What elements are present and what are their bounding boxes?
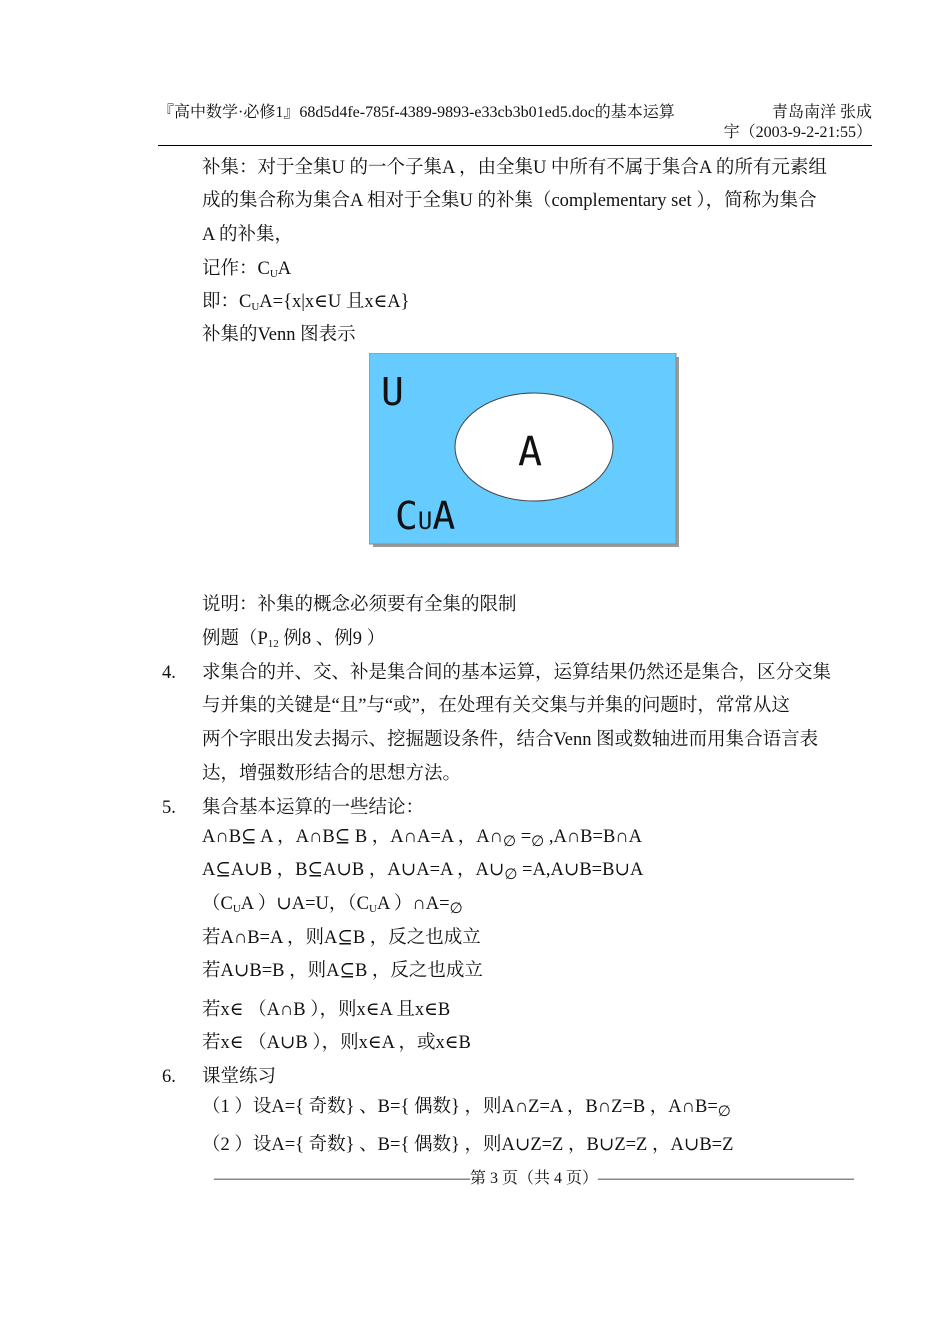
definition-line-2: 成的集合称为集合A 相对于全集U 的补集（complementary set ），简称为集合 [202, 191, 817, 211]
result-line-1 [202, 825, 642, 854]
practice-1-text: （1 ）设A={ 奇数} 、B={ 偶数} ，则A∩Z=A ，B∩Z=B ，A∩B= [202, 1097, 718, 1117]
formula-prefix: 即：C [202, 292, 252, 312]
empty-set-symbol: ∅ [717, 1104, 731, 1120]
result-1-b: = [516, 827, 532, 847]
note-line: 说明：补集的概念必须要有全集的限制 [202, 595, 517, 615]
definition-line-3: A 的补集， [202, 225, 293, 245]
item-6-title: 课堂练习 [202, 1067, 277, 1087]
venn-caption: 补集的Venn 图表示 [202, 325, 356, 345]
result-3-sub-2: U [369, 903, 377, 915]
item-4-line-2: 与并集的关键是“且”与“或”，在处理有关交集与并集的问题时，常常从这 [202, 696, 790, 716]
formula-suffix: A={x|x∈U 且x∈A} [259, 292, 410, 312]
result-3-sub-1: U [232, 903, 241, 915]
item-5-title: 集合基本运算的一些结论： [202, 798, 425, 818]
result-line-4: 若A∩B=A ，则A⊆B ，反之也成立 [202, 928, 481, 948]
example-suffix: 例8 、例9 ） [278, 629, 386, 649]
example-prefix: 例题（P [202, 629, 268, 649]
empty-set-symbol: ∅ [449, 901, 463, 917]
notation-subscript: U [269, 268, 278, 280]
empty-set-symbol: ∅ [504, 867, 518, 883]
venn-set-label: A [518, 429, 543, 475]
result-1-c: ,A∩B=B∩A [544, 827, 643, 847]
header-author-line2: 宇（2003-9-2-21:55） [723, 124, 872, 141]
definition-line-1: 补集：对于全集U 的一个子集A ，由全集U 中所有不属于集合A 的所有元素组 [202, 158, 827, 178]
venn-universe-label: U [381, 370, 404, 414]
notation-suffix: A [277, 259, 292, 279]
item-5-number: 5. [162, 798, 176, 818]
item-4-line-4: 达，增强数形结合的思想方法。 [202, 764, 462, 784]
result-line-5: 若A∪B=B ，则A⊆B ，反之也成立 [202, 961, 483, 981]
result-line-7: 若x∈ （A∪B ），则x∈A ，或x∈B [202, 1033, 471, 1053]
empty-set-symbol: ∅ [531, 834, 545, 850]
example-line [202, 627, 385, 656]
result-line-3 [202, 892, 463, 921]
venn-complement-sub: U [417, 507, 433, 535]
formula-line [202, 290, 410, 319]
example-subscript: 12 [267, 638, 279, 650]
header-author-line1: 青岛南洋 张成 [771, 104, 872, 121]
practice-line-2: （2 ）设A={ 奇数} 、B={ 偶数} ，则A∪Z=Z ，B∪Z=Z ，A∪B=Z [202, 1135, 734, 1155]
venn-diagram [369, 353, 681, 549]
header-rule [158, 145, 872, 146]
header-author [724, 103, 872, 143]
item-4-number: 4. [162, 663, 176, 683]
header-title: 『高中数学·必修1』68d5d4fe-785f-4389-9893-e33cb3b01ed5.doc的基本运算 [158, 104, 675, 121]
result-1-a: A∩B⊆ A ，A∩B⊆ B ，A∩A=A ，A∩ [202, 827, 503, 847]
formula-subscript: U [251, 301, 260, 313]
notation-line [202, 257, 291, 286]
practice-line-1 [202, 1095, 731, 1124]
result-line-2 [202, 858, 643, 887]
result-2-b: =A,A∪B=B∪A [517, 860, 644, 880]
venn-complement-prefix: C [395, 494, 418, 538]
item-4-line-1: 求集合的并、交、补是集合间的基本运算，运算结果仍然还是集合，区分交集 [202, 663, 832, 683]
notation-prefix: 记作：C [202, 259, 270, 279]
venn-complement-suffix: A [432, 494, 456, 538]
result-3-b: A ）∪A=U，（C [240, 894, 370, 914]
result-3-c: A ）∩A= [376, 894, 450, 914]
result-line-6: 若x∈ （A∩B ），则x∈A 且x∈B [202, 1000, 451, 1020]
result-2-a: A⊆A∪B ，B⊆A∪B ，A∪A=A ，A∪ [202, 860, 505, 880]
result-3-a: （C [202, 894, 233, 914]
item-6-number: 6. [162, 1067, 176, 1087]
page-footer: ————————————————第 3 页（共 4 页）———————————————— [214, 1170, 855, 1187]
item-4-line-3: 两个字眼出发去揭示、挖掘题设条件，结合Venn 图或数轴进而用集合语言表 [202, 730, 819, 750]
empty-set-symbol: ∅ [502, 834, 517, 850]
